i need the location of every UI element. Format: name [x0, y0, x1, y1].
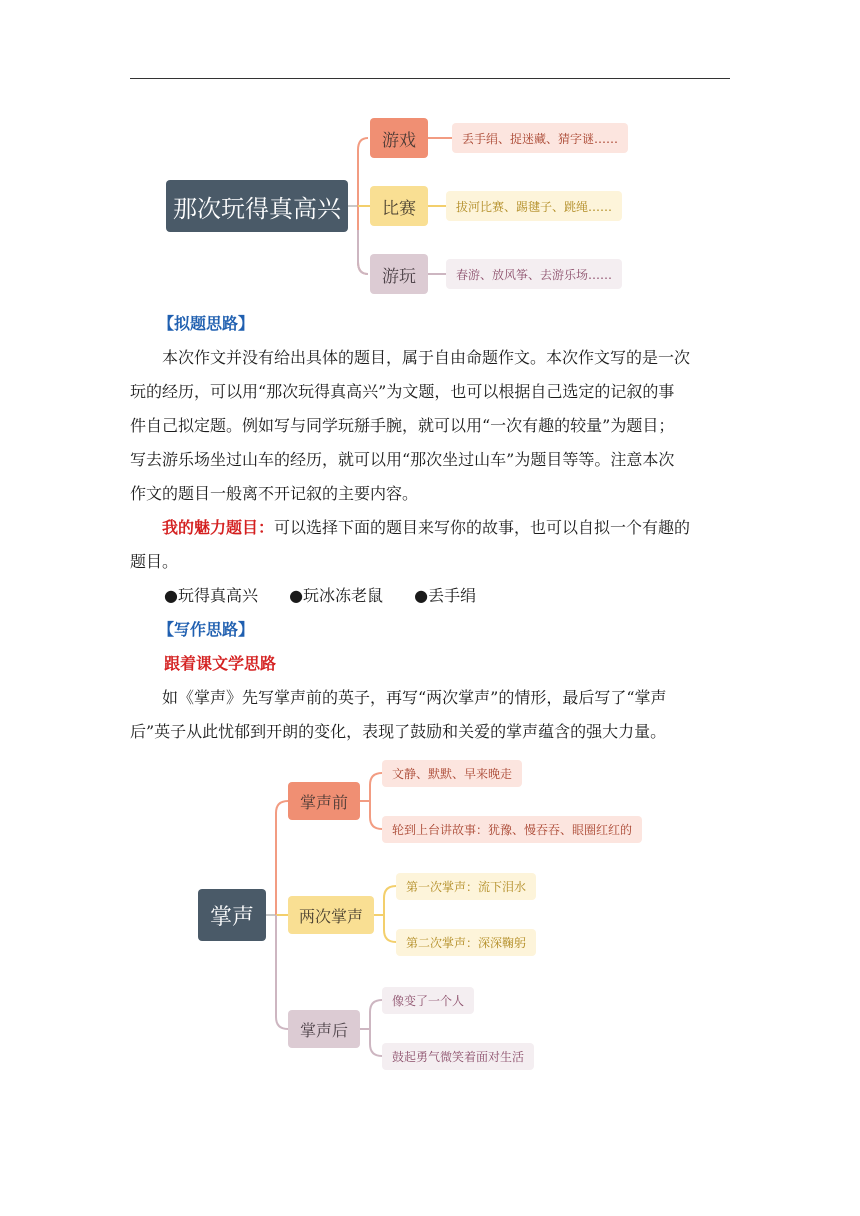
paragraph-writing-ideas	[130, 681, 730, 749]
charm-text-continued: 题目。	[130, 552, 179, 571]
title-option: ●玩得真高兴	[164, 586, 258, 605]
title-option: ●玩冰冻老鼠	[289, 586, 384, 605]
mindmap-root: 那次玩得真高兴	[166, 180, 348, 232]
paragraph-line: 玩的经历，可以用“那次玩得真高兴”为文题，也可以根据自己选定的记叙的事	[130, 382, 675, 401]
title-option: ●丢手绢	[414, 586, 477, 605]
leaf-before-2: 轮到上台讲故事：犹豫、慢吞吞、眼圈红红的	[382, 816, 642, 843]
section-title-ideas	[130, 307, 730, 613]
paragraph-line: 如《掌声》先写掌声前的英子，再写“两次掌声”的情形，最后写了“掌声	[162, 688, 667, 707]
paragraph-line: 本次作文并没有给出具体的题目，属于自由命题作文。本次作文写的是一次	[162, 348, 691, 367]
heading-writing-ideas: 【写作思路】	[158, 620, 255, 639]
leaf-games: 丢手绢、捉迷藏、猜字谜……	[452, 123, 628, 153]
branch-after-applause: 掌声后	[288, 1010, 360, 1048]
branch-two-applauses: 两次掌声	[288, 896, 374, 934]
mindmap-root: 掌声	[198, 889, 266, 941]
section-writing-ideas	[130, 613, 730, 749]
charm-text: 可以选择下面的题目来写你的故事，也可以自拟一个有趣的	[274, 518, 691, 537]
mindmap-applause	[190, 755, 670, 1075]
branch-contests: 比赛	[370, 186, 428, 226]
leaf-applause-1: 第一次掌声：流下泪水	[396, 873, 536, 900]
leaf-contests: 拔河比赛、踢毽子、跳绳……	[446, 191, 622, 221]
paragraph-line: 后”英子从此忧郁到开朗的变化，表现了鼓励和关爱的掌声蕴含的强大力量。	[130, 722, 667, 741]
paragraph-line: 写去游乐场坐过山车的经历，就可以用“那次坐过山车”为题目等等。注意本次	[130, 450, 675, 469]
charm-titles-paragraph	[130, 511, 730, 545]
leaf-outings: 春游、放风筝、去游乐场……	[446, 259, 622, 289]
branch-outings: 游玩	[370, 254, 428, 294]
branch-before-applause: 掌声前	[288, 782, 360, 820]
charm-label: 我的魅力题目：	[162, 518, 275, 537]
paragraph-title-ideas	[130, 341, 730, 511]
heading-title-ideas: 【拟题思路】	[158, 314, 255, 333]
subheading-follow-text: 跟着课文学思路	[164, 654, 277, 673]
header-rule	[130, 78, 730, 79]
paragraph-line: 作文的题目一般离不开记叙的主要内容。	[130, 484, 419, 503]
mindmap-play	[160, 110, 640, 300]
leaf-before-1: 文静、默默、早来晚走	[382, 760, 522, 787]
leaf-applause-2: 第二次掌声：深深鞠躬	[396, 929, 536, 956]
title-options	[130, 579, 730, 613]
leaf-after-2: 鼓起勇气微笑着面对生活	[382, 1043, 534, 1070]
branch-games: 游戏	[370, 118, 428, 158]
leaf-after-1: 像变了一个人	[382, 987, 474, 1014]
paragraph-line: 件自己拟定题。例如写与同学玩掰手腕，就可以用“一次有趣的较量”为题目；	[130, 416, 675, 435]
